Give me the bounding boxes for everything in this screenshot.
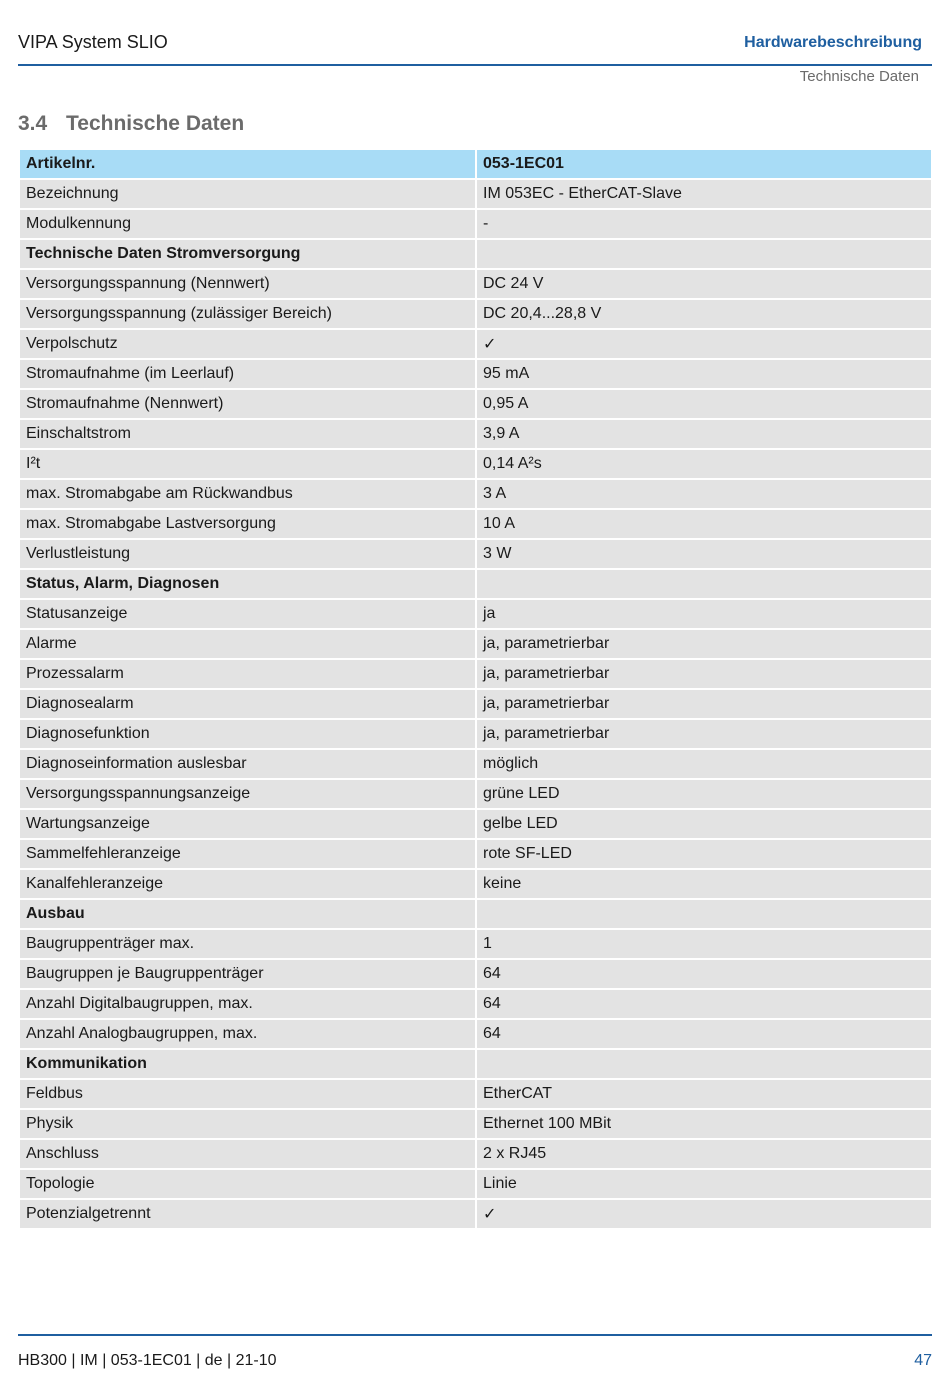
table-row	[20, 330, 931, 358]
row-value: 3,9 A	[477, 420, 931, 448]
row-value	[477, 900, 931, 928]
table-row	[20, 480, 931, 508]
section-heading	[18, 112, 244, 136]
row-label: Physik	[20, 1110, 475, 1138]
row-value: 0,14 A²s	[477, 450, 931, 478]
row-value: 64	[477, 990, 931, 1018]
row-label: Topologie	[20, 1170, 475, 1198]
table-row	[20, 810, 931, 838]
table-header-row	[20, 150, 931, 178]
page-header	[18, 30, 932, 66]
row-label: Diagnosealarm	[20, 690, 475, 718]
row-value: ✓	[477, 1200, 931, 1228]
section-number: 3.4	[18, 112, 48, 135]
table-row	[20, 690, 931, 718]
table-header-label: Artikelnr.	[20, 150, 475, 178]
row-label: Kanalfehleranzeige	[20, 870, 475, 898]
row-value: Linie	[477, 1170, 931, 1198]
row-label: Statusanzeige	[20, 600, 475, 628]
table-row	[20, 360, 931, 388]
row-label: Diagnosefunktion	[20, 720, 475, 748]
table-row	[20, 180, 931, 208]
row-label: Baugruppen je Baugruppenträger	[20, 960, 475, 988]
row-value: 3 A	[477, 480, 931, 508]
row-label: Potenzialgetrennt	[20, 1200, 475, 1228]
row-value: ja, parametrierbar	[477, 720, 931, 748]
row-label: Ausbau	[20, 900, 475, 928]
row-value: 3 W	[477, 540, 931, 568]
row-value	[477, 570, 931, 598]
table-row	[20, 840, 931, 868]
row-value: gelbe LED	[477, 810, 931, 838]
table-row	[20, 510, 931, 538]
table-row	[20, 270, 931, 298]
table-row	[20, 720, 931, 748]
table-row	[20, 1170, 931, 1198]
table-row	[20, 780, 931, 808]
table-row	[20, 630, 931, 658]
row-value: ja, parametrierbar	[477, 690, 931, 718]
row-label: Verlustleistung	[20, 540, 475, 568]
row-label: max. Stromabgabe Lastversorgung	[20, 510, 475, 538]
row-label: Anschluss	[20, 1140, 475, 1168]
table-row	[20, 210, 931, 238]
table-row	[20, 1020, 931, 1048]
row-label: Sammelfehleranzeige	[20, 840, 475, 868]
row-label: Prozessalarm	[20, 660, 475, 688]
row-value: EtherCAT	[477, 1080, 931, 1108]
row-label: Status, Alarm, Diagnosen	[20, 570, 475, 598]
table-row	[20, 450, 931, 478]
row-value: möglich	[477, 750, 931, 778]
row-label: Kommunikation	[20, 1050, 475, 1078]
row-label: I²t	[20, 450, 475, 478]
row-label: Versorgungsspannung (Nennwert)	[20, 270, 475, 298]
row-value: 10 A	[477, 510, 931, 538]
row-label: max. Stromabgabe am Rückwandbus	[20, 480, 475, 508]
row-label: Bezeichnung	[20, 180, 475, 208]
table-row	[20, 1110, 931, 1138]
table-section-row	[20, 570, 931, 598]
row-value: rote SF-LED	[477, 840, 931, 868]
row-label: Verpolschutz	[20, 330, 475, 358]
table-row	[20, 660, 931, 688]
row-value: keine	[477, 870, 931, 898]
row-label: Stromaufnahme (Nennwert)	[20, 390, 475, 418]
row-label: Stromaufnahme (im Leerlauf)	[20, 360, 475, 388]
section-running-title: Technische Daten	[799, 68, 919, 85]
row-label: Feldbus	[20, 1080, 475, 1108]
footer-document-id: HB300 | IM | 053-1EC01 | de | 21-10	[18, 1352, 277, 1369]
row-value	[477, 240, 931, 268]
row-value: -	[477, 210, 931, 238]
row-label: Alarme	[20, 630, 475, 658]
row-value: 95 mA	[477, 360, 931, 388]
table-header-value: 053-1EC01	[477, 150, 931, 178]
page-footer	[18, 1334, 932, 1376]
table-row	[20, 1200, 931, 1228]
row-value: ✓	[477, 330, 931, 358]
row-value	[477, 1050, 931, 1078]
row-label: Wartungsanzeige	[20, 810, 475, 838]
row-label: Einschaltstrom	[20, 420, 475, 448]
table-row	[20, 300, 931, 328]
page-number: 47	[914, 1352, 932, 1369]
table-row	[20, 1080, 931, 1108]
row-label: Technische Daten Stromversorgung	[20, 240, 475, 268]
table-section-row	[20, 1050, 931, 1078]
table-row	[20, 390, 931, 418]
chapter-title: Hardwarebeschreibung	[744, 34, 922, 51]
row-value: DC 20,4...28,8 V	[477, 300, 931, 328]
table-row	[20, 930, 931, 958]
row-value: IM 053EC - EtherCAT-Slave	[477, 180, 931, 208]
row-label: Anzahl Digitalbaugruppen, max.	[20, 990, 475, 1018]
document-title: VIPA System SLIO	[18, 32, 168, 52]
section-title: Technische Daten	[66, 112, 245, 135]
row-value: grüne LED	[477, 780, 931, 808]
table-row	[20, 990, 931, 1018]
row-value: 2 x RJ45	[477, 1140, 931, 1168]
row-label: Versorgungsspannung (zulässiger Bereich)	[20, 300, 475, 328]
row-value: DC 24 V	[477, 270, 931, 298]
table-row	[20, 750, 931, 778]
table-row	[20, 1140, 931, 1168]
table-row	[20, 540, 931, 568]
table-row	[20, 960, 931, 988]
row-value: ja, parametrierbar	[477, 660, 931, 688]
row-label: Versorgungsspannungsanzeige	[20, 780, 475, 808]
row-label: Diagnoseinformation auslesbar	[20, 750, 475, 778]
row-value: 64	[477, 1020, 931, 1048]
row-value: 0,95 A	[477, 390, 931, 418]
table-row	[20, 870, 931, 898]
row-label: Modulkennung	[20, 210, 475, 238]
row-value: ja	[477, 600, 931, 628]
table-section-row	[20, 900, 931, 928]
row-label: Baugruppenträger max.	[20, 930, 475, 958]
table-row	[20, 420, 931, 448]
row-label: Anzahl Analogbaugruppen, max.	[20, 1020, 475, 1048]
row-value: 64	[477, 960, 931, 988]
row-value: Ethernet 100 MBit	[477, 1110, 931, 1138]
table-row	[20, 600, 931, 628]
technical-data-table	[18, 148, 933, 1230]
row-value: ja, parametrierbar	[477, 630, 931, 658]
table-section-row	[20, 240, 931, 268]
row-value: 1	[477, 930, 931, 958]
